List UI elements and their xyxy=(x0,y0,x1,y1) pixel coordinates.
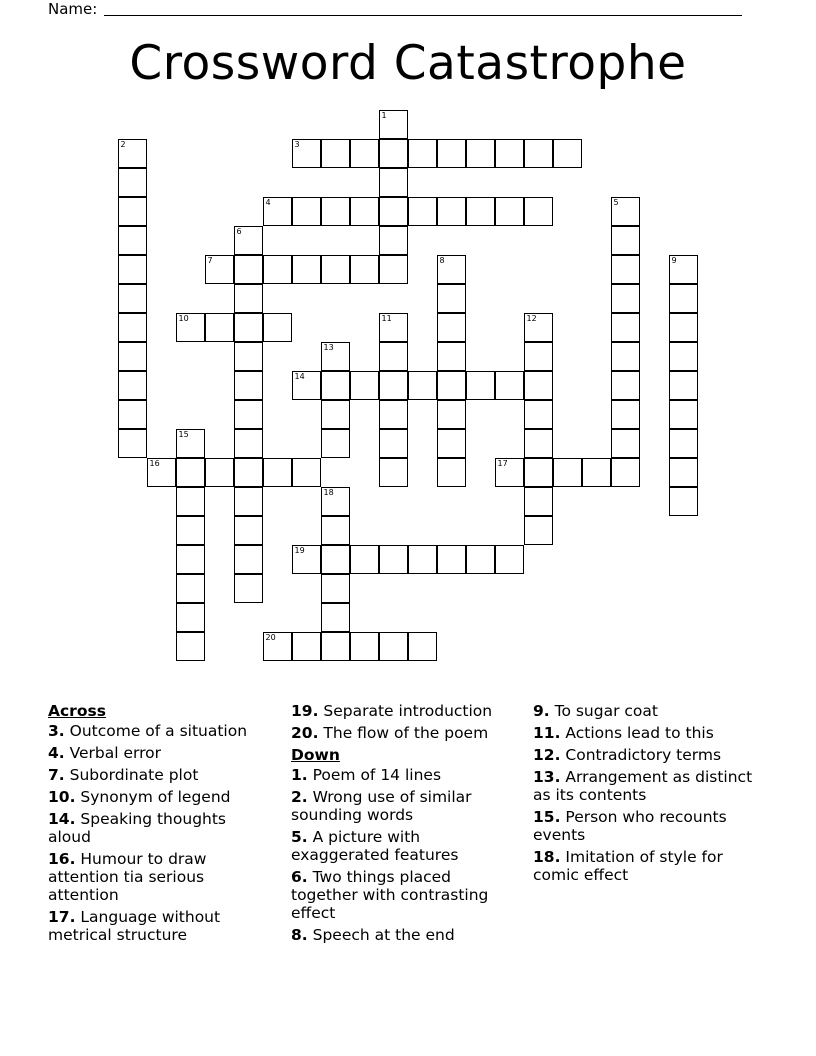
grid-cell[interactable] xyxy=(408,197,437,226)
across-clue xyxy=(48,744,273,762)
clue-number: 7. xyxy=(48,766,65,784)
clue-number: 3. xyxy=(48,722,65,740)
grid-cell[interactable] xyxy=(524,139,553,168)
grid-cell[interactable] xyxy=(350,255,379,284)
grid-cell[interactable] xyxy=(321,400,350,429)
cell-number: 16 xyxy=(149,459,160,468)
cell-number: 10 xyxy=(178,314,189,323)
grid-cell[interactable] xyxy=(147,458,176,487)
across-clue xyxy=(48,766,273,784)
down-clue xyxy=(533,808,758,844)
clue-text: Wrong use of similar sounding words xyxy=(291,788,472,824)
grid-cell[interactable] xyxy=(321,516,350,545)
down-clue xyxy=(533,848,758,884)
grid-cell[interactable] xyxy=(611,197,640,226)
grid-cell[interactable] xyxy=(437,371,466,400)
grid-cell[interactable] xyxy=(408,632,437,661)
clue-number: 6. xyxy=(291,868,308,886)
grid-cell[interactable] xyxy=(669,342,698,371)
grid-cell[interactable] xyxy=(524,342,553,371)
grid-cell[interactable] xyxy=(176,458,205,487)
clue-number: 11. xyxy=(533,724,561,742)
grid-cell[interactable] xyxy=(611,371,640,400)
grid-cell[interactable] xyxy=(379,313,408,342)
grid-cell[interactable] xyxy=(234,574,263,603)
grid-cell[interactable] xyxy=(263,458,292,487)
grid-cell[interactable] xyxy=(176,429,205,458)
grid-cell[interactable] xyxy=(263,632,292,661)
grid-cell[interactable] xyxy=(205,313,234,342)
clue-number: 13. xyxy=(533,768,561,786)
grid-cell[interactable] xyxy=(234,371,263,400)
grid-cell[interactable] xyxy=(379,371,408,400)
grid-cell[interactable] xyxy=(669,284,698,313)
grid-cell[interactable] xyxy=(292,255,321,284)
grid-cell[interactable] xyxy=(176,603,205,632)
cell-number: 9 xyxy=(671,256,677,265)
clue-number: 18. xyxy=(533,848,561,866)
cell-number: 2 xyxy=(120,140,126,149)
grid-cell[interactable] xyxy=(669,313,698,342)
cell-number: 20 xyxy=(265,633,276,642)
grid-cell[interactable] xyxy=(118,429,147,458)
across-list-a xyxy=(48,722,273,944)
grid-cell[interactable] xyxy=(321,371,350,400)
grid-cell[interactable] xyxy=(524,400,553,429)
grid-cell[interactable] xyxy=(234,226,263,255)
grid-cell[interactable] xyxy=(350,632,379,661)
clue-text: A picture with exaggerated features xyxy=(291,828,459,864)
cell-number: 17 xyxy=(497,459,508,468)
grid-cell[interactable] xyxy=(437,458,466,487)
cell-number: 19 xyxy=(294,546,305,555)
grid-cell[interactable] xyxy=(437,313,466,342)
cell-number: 8 xyxy=(439,256,445,265)
clue-number: 2. xyxy=(291,788,308,806)
grid-cell[interactable] xyxy=(350,139,379,168)
grid-cell[interactable] xyxy=(379,545,408,574)
grid-cell[interactable] xyxy=(176,545,205,574)
grid-cell[interactable] xyxy=(524,313,553,342)
across-clue xyxy=(291,702,516,720)
grid-cell[interactable] xyxy=(611,226,640,255)
grid-cell[interactable] xyxy=(669,400,698,429)
grid-cell[interactable] xyxy=(234,342,263,371)
cell-number: 5 xyxy=(613,198,619,207)
down-clue xyxy=(291,788,516,824)
grid-cell[interactable] xyxy=(379,429,408,458)
grid-cell[interactable] xyxy=(234,429,263,458)
grid-cell[interactable] xyxy=(495,139,524,168)
grid-cell[interactable] xyxy=(234,313,263,342)
down-clue xyxy=(533,768,758,804)
clues-column-3 xyxy=(533,702,758,888)
grid-cell[interactable] xyxy=(524,429,553,458)
across-clue xyxy=(48,810,273,846)
grid-cell[interactable] xyxy=(292,458,321,487)
grid-cell[interactable] xyxy=(118,313,147,342)
grid-cell[interactable] xyxy=(379,197,408,226)
clue-number: 8. xyxy=(291,926,308,944)
grid-cell[interactable] xyxy=(437,400,466,429)
grid-cell[interactable] xyxy=(669,458,698,487)
clues-column-2 xyxy=(291,702,516,948)
grid-cell[interactable] xyxy=(176,516,205,545)
grid-cell[interactable] xyxy=(321,574,350,603)
clue-text: Two things placed together with contrasting effect xyxy=(291,868,489,922)
grid-cell[interactable] xyxy=(495,545,524,574)
grid-cell[interactable] xyxy=(379,139,408,168)
cell-number: 11 xyxy=(381,314,392,323)
clue-text: Arrangement as distinct as its contents xyxy=(533,768,753,804)
grid-cell[interactable] xyxy=(611,429,640,458)
across-clue xyxy=(48,908,273,944)
grid-cell[interactable] xyxy=(495,458,524,487)
grid-cell[interactable] xyxy=(118,197,147,226)
clue-number: 5. xyxy=(291,828,308,846)
grid-cell[interactable] xyxy=(234,458,263,487)
grid-cell[interactable] xyxy=(350,371,379,400)
grid-cell[interactable] xyxy=(379,342,408,371)
grid-cell[interactable] xyxy=(379,400,408,429)
down-clue xyxy=(291,926,516,944)
clue-number: 16. xyxy=(48,850,76,868)
grid-cell[interactable] xyxy=(524,516,553,545)
grid-cell[interactable] xyxy=(408,545,437,574)
clue-text: Speech at the end xyxy=(307,926,455,944)
across-list-b xyxy=(291,702,516,742)
grid-cell[interactable] xyxy=(263,197,292,226)
grid-cell[interactable] xyxy=(321,139,350,168)
across-clue xyxy=(48,850,273,904)
grid-cell[interactable] xyxy=(437,342,466,371)
grid-cell[interactable] xyxy=(524,487,553,516)
clue-number: 10. xyxy=(48,788,76,806)
grid-cell[interactable] xyxy=(611,313,640,342)
down-clue xyxy=(291,828,516,864)
grid-cell[interactable] xyxy=(321,603,350,632)
grid-cell[interactable] xyxy=(176,487,205,516)
grid-cell[interactable] xyxy=(118,284,147,313)
grid-cell[interactable] xyxy=(292,197,321,226)
grid-cell[interactable] xyxy=(350,545,379,574)
grid-cell[interactable] xyxy=(321,545,350,574)
clue-number: 1. xyxy=(291,766,308,784)
cell-number: 14 xyxy=(294,372,305,381)
grid-cell[interactable] xyxy=(118,226,147,255)
grid-cell[interactable] xyxy=(234,545,263,574)
cell-number: 3 xyxy=(294,140,300,149)
grid-cell[interactable] xyxy=(118,342,147,371)
grid-cell[interactable] xyxy=(582,458,611,487)
grid-cell[interactable] xyxy=(437,545,466,574)
cell-number: 7 xyxy=(207,256,213,265)
clue-text: The flow of the poem xyxy=(318,724,489,742)
grid-cell[interactable] xyxy=(234,255,263,284)
grid-cell[interactable] xyxy=(611,458,640,487)
clue-text: Contradictory terms xyxy=(560,746,722,764)
down-clue xyxy=(533,746,758,764)
grid-cell[interactable] xyxy=(611,284,640,313)
grid-cell[interactable] xyxy=(321,255,350,284)
grid-cell[interactable] xyxy=(205,255,234,284)
grid-cell[interactable] xyxy=(118,255,147,284)
grid-cell[interactable] xyxy=(669,371,698,400)
grid-cell[interactable] xyxy=(321,487,350,516)
grid-cell[interactable] xyxy=(292,371,321,400)
grid-cell[interactable] xyxy=(379,168,408,197)
across-clue xyxy=(48,722,273,740)
grid-cell[interactable] xyxy=(379,255,408,284)
grid-cell[interactable] xyxy=(437,255,466,284)
clue-text: Verbal error xyxy=(64,744,162,762)
grid-cell[interactable] xyxy=(524,371,553,400)
grid-cell[interactable] xyxy=(669,429,698,458)
grid-cell[interactable] xyxy=(437,139,466,168)
grid-cell[interactable] xyxy=(379,458,408,487)
clue-text: Speaking thoughts aloud xyxy=(48,810,227,846)
grid-cell[interactable] xyxy=(234,487,263,516)
grid-cell[interactable] xyxy=(234,284,263,313)
grid-cell[interactable] xyxy=(263,255,292,284)
clue-text: Synonym of legend xyxy=(75,788,231,806)
clue-number: 20. xyxy=(291,724,319,742)
clue-text: To sugar coat xyxy=(549,702,658,720)
across-heading: Across xyxy=(48,702,106,720)
grid-cell[interactable] xyxy=(553,139,582,168)
across-clue xyxy=(48,788,273,806)
grid-cell[interactable] xyxy=(379,110,408,139)
grid-cell[interactable] xyxy=(408,139,437,168)
grid-cell[interactable] xyxy=(292,545,321,574)
grid-cell[interactable] xyxy=(466,197,495,226)
clue-number: 19. xyxy=(291,702,319,720)
cell-number: 1 xyxy=(381,111,387,120)
grid-cell[interactable] xyxy=(176,574,205,603)
grid-cell[interactable] xyxy=(466,139,495,168)
grid-cell[interactable] xyxy=(379,226,408,255)
grid-cell[interactable] xyxy=(350,197,379,226)
clue-text: Person who recounts events xyxy=(533,808,727,844)
cell-number: 4 xyxy=(265,198,271,207)
grid-cell[interactable] xyxy=(321,632,350,661)
clue-number: 12. xyxy=(533,746,561,764)
grid-cell[interactable] xyxy=(437,197,466,226)
down-list-a xyxy=(291,766,516,944)
grid-cell[interactable] xyxy=(118,168,147,197)
page-title: Crossword Catastrophe xyxy=(129,36,687,91)
grid-cell[interactable] xyxy=(234,516,263,545)
grid-cell[interactable] xyxy=(379,632,408,661)
grid-cell[interactable] xyxy=(437,429,466,458)
grid-cell[interactable] xyxy=(263,313,292,342)
down-heading: Down xyxy=(291,746,340,764)
grid-cell[interactable] xyxy=(118,400,147,429)
grid-cell[interactable] xyxy=(495,197,524,226)
grid-cell[interactable] xyxy=(669,255,698,284)
name-label: Name: xyxy=(48,0,98,18)
grid-cell[interactable] xyxy=(321,342,350,371)
grid-cell[interactable] xyxy=(524,197,553,226)
cell-number: 18 xyxy=(323,488,334,497)
grid-cell[interactable] xyxy=(495,371,524,400)
clue-text: Separate introduction xyxy=(318,702,493,720)
down-clue xyxy=(291,766,516,784)
clue-text: Poem of 14 lines xyxy=(307,766,442,784)
grid-cell[interactable] xyxy=(292,139,321,168)
grid-cell[interactable] xyxy=(234,400,263,429)
grid-cell[interactable] xyxy=(466,545,495,574)
grid-cell[interactable] xyxy=(611,342,640,371)
grid-cell[interactable] xyxy=(611,255,640,284)
grid-cell[interactable] xyxy=(292,632,321,661)
grid-cell[interactable] xyxy=(176,632,205,661)
clue-text: Actions lead to this xyxy=(560,724,714,742)
clue-number: 14. xyxy=(48,810,76,828)
grid-cell[interactable] xyxy=(524,458,553,487)
grid-cell[interactable] xyxy=(669,487,698,516)
clues-column-1 xyxy=(48,702,273,948)
clue-text: Outcome of a situation xyxy=(64,722,248,740)
across-clue xyxy=(291,724,516,742)
grid-cell[interactable] xyxy=(118,139,147,168)
clue-text: Language without metrical structure xyxy=(48,908,221,944)
grid-cell[interactable] xyxy=(176,313,205,342)
clue-number: 15. xyxy=(533,808,561,826)
cell-number: 12 xyxy=(526,314,537,323)
clue-text: Subordinate plot xyxy=(64,766,199,784)
grid-cell[interactable] xyxy=(466,371,495,400)
down-clue xyxy=(291,868,516,922)
down-clue xyxy=(533,724,758,742)
grid-cell[interactable] xyxy=(321,197,350,226)
cell-number: 13 xyxy=(323,343,334,352)
grid-cell[interactable] xyxy=(611,400,640,429)
grid-cell[interactable] xyxy=(205,458,234,487)
clue-text: Humour to draw attention tia serious attention xyxy=(48,850,207,904)
clue-number: 4. xyxy=(48,744,65,762)
down-clue xyxy=(533,702,758,720)
grid-cell[interactable] xyxy=(437,284,466,313)
down-list-b xyxy=(533,702,758,884)
clue-number: 17. xyxy=(48,908,76,926)
cell-number: 6 xyxy=(236,227,242,236)
cell-number: 15 xyxy=(178,430,189,439)
grid-cell[interactable] xyxy=(553,458,582,487)
clue-number: 9. xyxy=(533,702,550,720)
grid-cell[interactable] xyxy=(321,429,350,458)
grid-cell[interactable] xyxy=(408,371,437,400)
clue-text: Imitation of style for comic effect xyxy=(533,848,723,884)
grid-cell[interactable] xyxy=(118,371,147,400)
